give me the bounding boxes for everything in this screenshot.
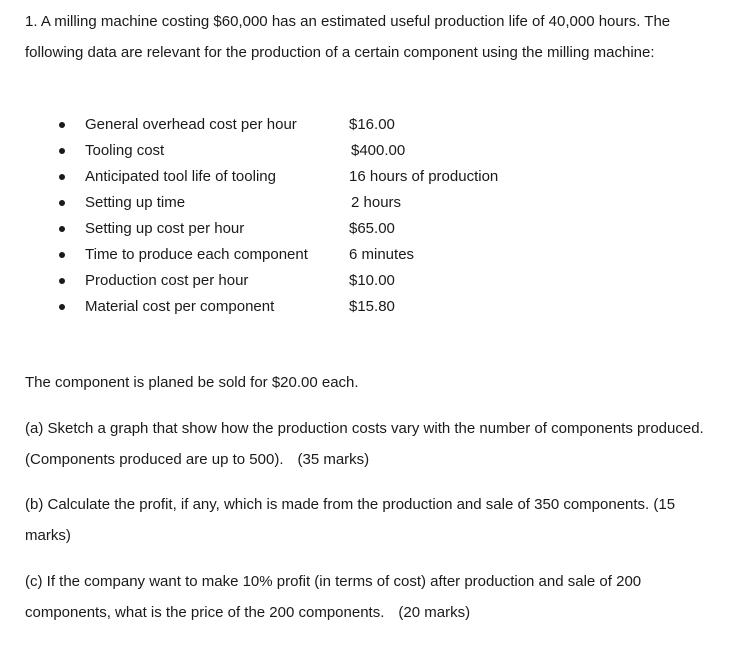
list-item xyxy=(0,190,747,216)
question-a-marks: (35 marks) xyxy=(297,451,370,468)
item-value: $15.80 xyxy=(349,298,395,315)
question-b xyxy=(25,489,725,551)
question-c-text: (c) If the company want to make 10% profit (in terms of cost) after production and sale of 200 components, what is the price of the 200 components. xyxy=(25,573,642,621)
question-c xyxy=(25,566,725,628)
item-label: Anticipated tool life of tooling xyxy=(85,168,276,185)
item-value: 2 hours xyxy=(351,194,402,211)
item-value: $16.00 xyxy=(349,116,395,133)
item-value: $65.00 xyxy=(349,220,395,237)
bullet-icon xyxy=(59,252,65,258)
bullet-icon xyxy=(59,278,65,284)
question-c-marks: (20 marks) xyxy=(398,604,471,621)
sale-price-statement: The component is planed be sold for $20.00 each. xyxy=(25,374,359,391)
list-item xyxy=(0,294,747,320)
list-item xyxy=(0,164,747,190)
item-label: Setting up time xyxy=(85,194,186,211)
item-label: Time to produce each component xyxy=(85,246,308,263)
bullet-icon xyxy=(59,148,65,154)
list-item xyxy=(0,112,747,138)
item-value: $10.00 xyxy=(349,272,395,289)
bullet-icon xyxy=(59,226,65,232)
bullet-icon xyxy=(59,200,65,206)
item-value: $400.00 xyxy=(351,142,406,159)
item-value: 16 hours of production xyxy=(349,168,499,185)
item-label: Material cost per component xyxy=(85,298,275,315)
list-item xyxy=(0,138,747,164)
item-label: Setting up cost per hour xyxy=(85,220,245,237)
bullet-icon xyxy=(59,304,65,310)
question-a-text: (a) Sketch a graph that show how the production costs vary with the number of components produced. (Components produced are up to 500). xyxy=(25,420,704,468)
list-item xyxy=(0,242,747,268)
list-item xyxy=(0,268,747,294)
item-label: General overhead cost per hour xyxy=(85,116,297,133)
intro-paragraph: 1. A milling machine costing $60,000 has an estimated useful production life of 40,000 hours. The following data are relevant for the production of a certain component using the milling machine: xyxy=(25,13,671,61)
bullet-icon xyxy=(59,122,65,128)
question-b-text: (b) Calculate the profit, if any, which is made from the production and sale of 350 components. (15 marks) xyxy=(25,496,676,544)
item-value: 6 minutes xyxy=(349,246,415,263)
bullet-icon xyxy=(59,174,65,180)
cost-data-list xyxy=(0,112,747,320)
item-label: Tooling cost xyxy=(85,142,165,159)
list-item xyxy=(0,216,747,242)
item-label: Production cost per hour xyxy=(85,272,249,289)
question-a xyxy=(25,413,725,475)
